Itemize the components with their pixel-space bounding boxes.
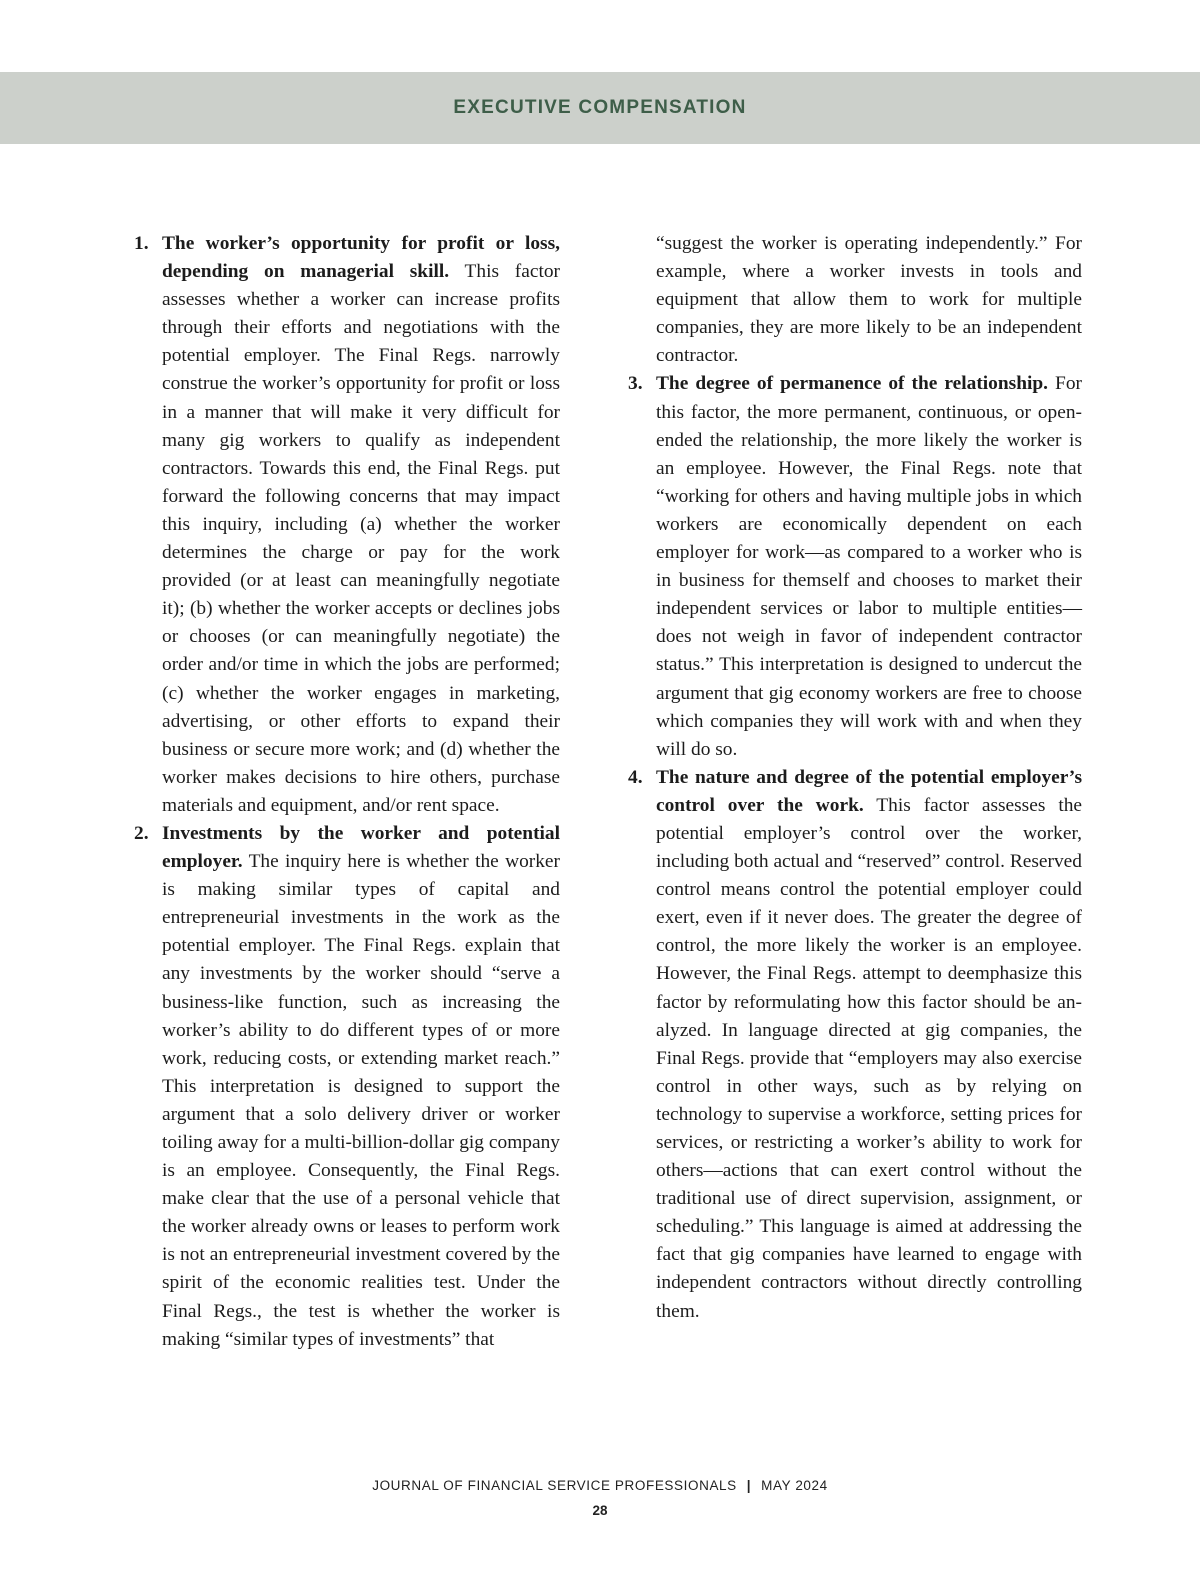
issue-date: MAY 2024 bbox=[761, 1478, 828, 1493]
page-footer bbox=[0, 1478, 1200, 1493]
section-title: EXECUTIVE COMPENSATION bbox=[453, 97, 747, 118]
item-heading: Investments by the worker and potential employer. bbox=[162, 822, 560, 873]
item-number: 2. bbox=[134, 822, 149, 844]
list-item-1 bbox=[134, 230, 560, 820]
list-item-4 bbox=[628, 764, 1082, 1326]
right-column bbox=[628, 230, 1083, 1326]
item-number: 1. bbox=[134, 233, 149, 254]
item-heading: The degree of permanence of the relationship. bbox=[656, 373, 1049, 395]
item-heading: The nature and degree of the potential employer’s control over the work. bbox=[656, 766, 1082, 816]
list-item-2 bbox=[134, 820, 560, 1354]
item-body: This factor assesses the potential employer’s control over the worker, including both actual and “reserved” control. Reserved control means control the potential employer could exert, even if it never does. The greater the degree of control, the more likely the worker is an employee. However, the Final Regs. attempt to deemphasize this factor by reformulating how this factor should be analyzed. In language directed at gig companies, the Final Regs. provide that “employers may also exercise control in other ways, such as by relying on technology to supervise a workforce, setting prices for services, or restricting a worker’s ability to work for others—actions that can exert control without the traditional use of direct supervision, assignment, or scheduling.” This language is aimed at addressing the fact that gig companies have learned to engage with independent contractors without directly controlling them. bbox=[656, 794, 1083, 1322]
item-2-continuation: “suggest the worker is operating independently.” For example, where a worker invests in tools and equipment that allow them to work for multiple companies, they are more likely to be an independent contractor. bbox=[656, 233, 1082, 367]
item-text bbox=[656, 764, 1082, 1326]
left-column bbox=[134, 230, 560, 1354]
section-banner bbox=[0, 72, 1200, 144]
item-heading: The worker’s opportunity for profit or loss, depending on managerial skill. bbox=[162, 233, 560, 283]
item-text bbox=[656, 370, 1082, 763]
item-number: 4. bbox=[628, 766, 643, 788]
item-body: The inquiry here is whether the worker is making similar types of capital and entrepreneurial investments in the work as the potential employer. The Final Regs. explain that any investments by the worker should “serve a business-like function, such as increasing the worker’s ability to do different types of or more work, reducing costs, or extending market reach.” This interpretation is designed to support the argument that a solo delivery driver or worker toiling away for a multi-billion-dollar gig company is an employee. Consequently, the Final Regs. make clear that the use of a personal vehicle that the worker already owns or leases to perform work is not an entrepreneurial investment covered by the spirit of the economic realities test. Under the Final Regs., the test is whether the worker is making “similar types of investments” that bbox=[162, 851, 560, 1350]
page-number: 28 bbox=[592, 1503, 608, 1518]
item-body: For this factor, the more permanent, continuous, or open-ended the relationship, the more likely the worker is an employee. However, the Final Regs. note that “working for others and having multiple jobs in which workers are economically dependent on each employer for work—as compared to a worker who is in business for themself and chooses to market their independent services or labor to multiple entities—does not weigh in favor of independent contractor status.” This interpretation is designed to undercut the argument that gig economy workers are free to choose which companies they will work with and when they will do so. bbox=[656, 373, 1082, 760]
journal-name: JOURNAL OF FINANCIAL SERVICE PROFESSIONALS bbox=[372, 1478, 737, 1493]
item-text bbox=[162, 230, 560, 820]
list-item-3 bbox=[628, 370, 1082, 763]
item-body: This factor assesses whether a worker can increase profits through their efforts and negotiations with the potential employer. The Final Regs. narrowly construe the worker’s opportunity for profit or loss in a manner that will make it very difficult for many gig workers to qualify as independent contractors. Towards this end, the Final Regs. put forward the following concerns that may impact this inquiry, including (a) whether the worker determines the charge or pay for the work provided (or at least can meaningfully negotiate it); (b) whether the worker accepts or declines jobs or chooses (or can meaningfully negotiate) the order and/or time in which the jobs are performed; (c) whether the worker engages in marketing, advertising, or other efforts to expand their business or secure more work; and (d) whether the worker makes decisions to hire others, purchase materials and equipment, and/or rent space. bbox=[162, 261, 560, 816]
item-number: 3. bbox=[628, 373, 643, 395]
item-text bbox=[162, 820, 560, 1354]
footer-separator: | bbox=[746, 1478, 752, 1493]
